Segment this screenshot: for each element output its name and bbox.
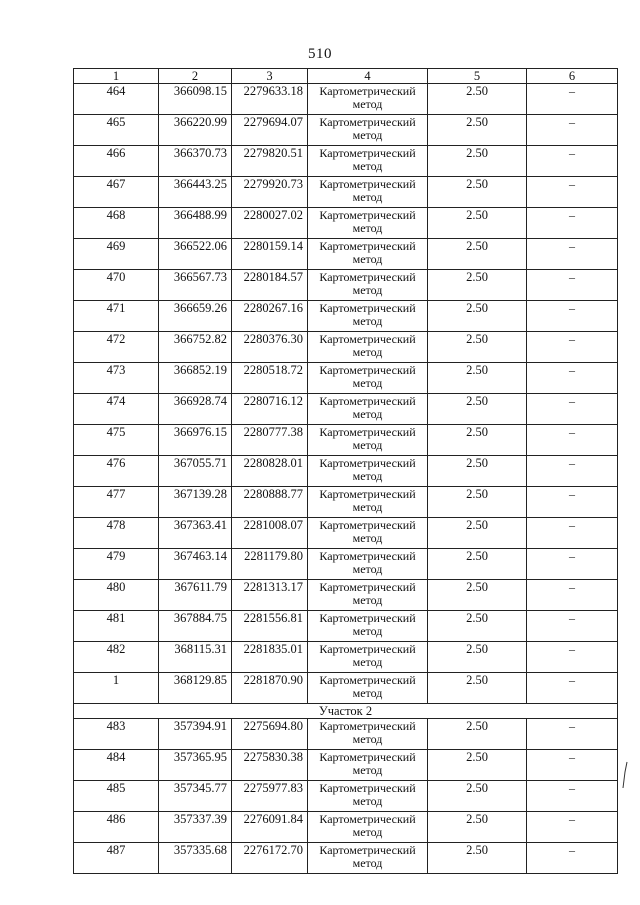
table-body [74, 69, 618, 874]
table-row [74, 518, 618, 549]
method-cell: Картометрический метод [308, 177, 428, 208]
y-coordinate-cell: 2281835.01 [232, 642, 308, 673]
point-number-cell: 475 [74, 425, 159, 456]
method-cell: Картометрический метод [308, 642, 428, 673]
x-coordinate-cell: 366370.73 [159, 146, 232, 177]
accuracy-cell: 2.50 [428, 332, 527, 363]
y-coordinate-cell: 2275830.38 [232, 750, 308, 781]
point-number-cell: 484 [74, 750, 159, 781]
x-coordinate-cell: 366752.82 [159, 332, 232, 363]
accuracy-cell: 2.50 [428, 177, 527, 208]
note-cell: – [527, 750, 618, 781]
table-row [74, 301, 618, 332]
y-coordinate-cell: 2280518.72 [232, 363, 308, 394]
note-cell: – [527, 580, 618, 611]
y-coordinate-cell: 2279920.73 [232, 177, 308, 208]
method-cell: Картометрический метод [308, 425, 428, 456]
table-row [74, 549, 618, 580]
column-header: 6 [527, 69, 618, 84]
y-coordinate-cell: 2280159.14 [232, 239, 308, 270]
accuracy-cell: 2.50 [428, 425, 527, 456]
accuracy-cell: 2.50 [428, 518, 527, 549]
table-row [74, 673, 618, 704]
x-coordinate-cell: 368129.85 [159, 673, 232, 704]
table-row [74, 84, 618, 115]
x-coordinate-cell: 366443.25 [159, 177, 232, 208]
note-cell: – [527, 270, 618, 301]
x-coordinate-cell: 367139.28 [159, 487, 232, 518]
accuracy-cell: 2.50 [428, 611, 527, 642]
y-coordinate-cell: 2279694.07 [232, 115, 308, 146]
method-cell: Картометрический метод [308, 580, 428, 611]
y-coordinate-cell: 2275694.80 [232, 719, 308, 750]
column-header: 4 [308, 69, 428, 84]
note-cell: – [527, 719, 618, 750]
table-row [74, 719, 618, 750]
method-cell: Картометрический метод [308, 239, 428, 270]
page-number: 510 [308, 46, 332, 62]
method-cell: Картометрический метод [308, 719, 428, 750]
note-cell: – [527, 239, 618, 270]
point-number-cell: 471 [74, 301, 159, 332]
note-cell: – [527, 115, 618, 146]
note-cell: – [527, 843, 618, 874]
accuracy-cell: 2.50 [428, 456, 527, 487]
accuracy-cell: 2.50 [428, 750, 527, 781]
y-coordinate-cell: 2276091.84 [232, 812, 308, 843]
method-cell: Картометрический метод [308, 487, 428, 518]
x-coordinate-cell: 367055.71 [159, 456, 232, 487]
point-number-cell: 472 [74, 332, 159, 363]
method-cell: Картометрический метод [308, 549, 428, 580]
x-coordinate-cell: 366976.15 [159, 425, 232, 456]
x-coordinate-cell: 366852.19 [159, 363, 232, 394]
note-cell: – [527, 673, 618, 704]
point-number-cell: 476 [74, 456, 159, 487]
accuracy-cell: 2.50 [428, 115, 527, 146]
note-cell: – [527, 642, 618, 673]
note-cell: – [527, 611, 618, 642]
accuracy-cell: 2.50 [428, 146, 527, 177]
accuracy-cell: 2.50 [428, 487, 527, 518]
margin-pen-mark [620, 760, 630, 790]
method-cell: Картометрический метод [308, 781, 428, 812]
column-header: 5 [428, 69, 527, 84]
point-number-cell: 469 [74, 239, 159, 270]
table-row [74, 750, 618, 781]
method-cell: Картометрический метод [308, 115, 428, 146]
x-coordinate-cell: 366522.06 [159, 239, 232, 270]
table-row [74, 425, 618, 456]
table-row [74, 487, 618, 518]
method-cell: Картометрический метод [308, 208, 428, 239]
point-number-cell: 483 [74, 719, 159, 750]
table-row [74, 332, 618, 363]
x-coordinate-cell: 357335.68 [159, 843, 232, 874]
method-cell: Картометрический метод [308, 518, 428, 549]
y-coordinate-cell: 2280777.38 [232, 425, 308, 456]
table-row [74, 177, 618, 208]
method-cell: Картометрический метод [308, 611, 428, 642]
method-cell: Картометрический метод [308, 363, 428, 394]
table-row [74, 208, 618, 239]
table-header-row [74, 69, 618, 84]
note-cell: – [527, 332, 618, 363]
table-row [74, 580, 618, 611]
coordinates-table [73, 68, 618, 874]
note-cell: – [527, 301, 618, 332]
accuracy-cell: 2.50 [428, 719, 527, 750]
y-coordinate-cell: 2279633.18 [232, 84, 308, 115]
accuracy-cell: 2.50 [428, 642, 527, 673]
point-number-cell: 487 [74, 843, 159, 874]
table-row [74, 146, 618, 177]
table-row [74, 812, 618, 843]
table-row [74, 611, 618, 642]
point-number-cell: 485 [74, 781, 159, 812]
note-cell: – [527, 518, 618, 549]
point-number-cell: 468 [74, 208, 159, 239]
y-coordinate-cell: 2281179.80 [232, 549, 308, 580]
y-coordinate-cell: 2281008.07 [232, 518, 308, 549]
y-coordinate-cell: 2279820.51 [232, 146, 308, 177]
accuracy-cell: 2.50 [428, 363, 527, 394]
table-row [74, 843, 618, 874]
y-coordinate-cell: 2280716.12 [232, 394, 308, 425]
point-number-cell: 465 [74, 115, 159, 146]
accuracy-cell: 2.50 [428, 301, 527, 332]
note-cell: – [527, 208, 618, 239]
point-number-cell: 479 [74, 549, 159, 580]
y-coordinate-cell: 2280267.16 [232, 301, 308, 332]
point-number-cell: 474 [74, 394, 159, 425]
column-header: 1 [74, 69, 159, 84]
method-cell: Картометрический метод [308, 750, 428, 781]
accuracy-cell: 2.50 [428, 580, 527, 611]
point-number-cell: 467 [74, 177, 159, 208]
accuracy-cell: 2.50 [428, 812, 527, 843]
method-cell: Картометрический метод [308, 456, 428, 487]
x-coordinate-cell: 367611.79 [159, 580, 232, 611]
table-row [74, 239, 618, 270]
table-row [74, 456, 618, 487]
note-cell: – [527, 425, 618, 456]
table-row [74, 363, 618, 394]
x-coordinate-cell: 366220.99 [159, 115, 232, 146]
accuracy-cell: 2.50 [428, 781, 527, 812]
accuracy-cell: 2.50 [428, 239, 527, 270]
table-row [74, 781, 618, 812]
point-number-cell: 482 [74, 642, 159, 673]
point-number-cell: 464 [74, 84, 159, 115]
method-cell: Картометрический метод [308, 84, 428, 115]
y-coordinate-cell: 2280828.01 [232, 456, 308, 487]
y-coordinate-cell: 2275977.83 [232, 781, 308, 812]
accuracy-cell: 2.50 [428, 270, 527, 301]
accuracy-cell: 2.50 [428, 549, 527, 580]
column-header: 3 [232, 69, 308, 84]
table-row [74, 394, 618, 425]
y-coordinate-cell: 2281313.17 [232, 580, 308, 611]
accuracy-cell: 2.50 [428, 394, 527, 425]
method-cell: Картометрический метод [308, 270, 428, 301]
y-coordinate-cell: 2281870.90 [232, 673, 308, 704]
table-row [74, 115, 618, 146]
method-cell: Картометрический метод [308, 394, 428, 425]
x-coordinate-cell: 366488.99 [159, 208, 232, 239]
method-cell: Картометрический метод [308, 146, 428, 177]
method-cell: Картометрический метод [308, 673, 428, 704]
point-number-cell: 477 [74, 487, 159, 518]
note-cell: – [527, 177, 618, 208]
note-cell: – [527, 487, 618, 518]
note-cell: – [527, 146, 618, 177]
point-number-cell: 481 [74, 611, 159, 642]
method-cell: Картометрический метод [308, 301, 428, 332]
x-coordinate-cell: 367463.14 [159, 549, 232, 580]
note-cell: – [527, 812, 618, 843]
point-number-cell: 486 [74, 812, 159, 843]
accuracy-cell: 2.50 [428, 208, 527, 239]
y-coordinate-cell: 2281556.81 [232, 611, 308, 642]
y-coordinate-cell: 2280027.02 [232, 208, 308, 239]
x-coordinate-cell: 367884.75 [159, 611, 232, 642]
note-cell: – [527, 363, 618, 394]
section-title: Участок 2 [74, 704, 618, 719]
x-coordinate-cell: 366928.74 [159, 394, 232, 425]
point-number-cell: 480 [74, 580, 159, 611]
accuracy-cell: 2.50 [428, 843, 527, 874]
x-coordinate-cell: 357394.91 [159, 719, 232, 750]
point-number-cell: 470 [74, 270, 159, 301]
method-cell: Картометрический метод [308, 812, 428, 843]
point-number-cell: 473 [74, 363, 159, 394]
section-row [74, 704, 618, 719]
note-cell: – [527, 549, 618, 580]
point-number-cell: 466 [74, 146, 159, 177]
note-cell: – [527, 84, 618, 115]
x-coordinate-cell: 367363.41 [159, 518, 232, 549]
x-coordinate-cell: 366659.26 [159, 301, 232, 332]
point-number-cell: 478 [74, 518, 159, 549]
column-header: 2 [159, 69, 232, 84]
method-cell: Картометрический метод [308, 843, 428, 874]
y-coordinate-cell: 2280184.57 [232, 270, 308, 301]
x-coordinate-cell: 366567.73 [159, 270, 232, 301]
y-coordinate-cell: 2280888.77 [232, 487, 308, 518]
x-coordinate-cell: 357337.39 [159, 812, 232, 843]
note-cell: – [527, 456, 618, 487]
point-number-cell: 1 [74, 673, 159, 704]
accuracy-cell: 2.50 [428, 84, 527, 115]
x-coordinate-cell: 357365.95 [159, 750, 232, 781]
accuracy-cell: 2.50 [428, 673, 527, 704]
x-coordinate-cell: 368115.31 [159, 642, 232, 673]
y-coordinate-cell: 2276172.70 [232, 843, 308, 874]
table-row [74, 270, 618, 301]
x-coordinate-cell: 357345.77 [159, 781, 232, 812]
note-cell: – [527, 781, 618, 812]
method-cell: Картометрический метод [308, 332, 428, 363]
note-cell: – [527, 394, 618, 425]
table-row [74, 642, 618, 673]
x-coordinate-cell: 366098.15 [159, 84, 232, 115]
y-coordinate-cell: 2280376.30 [232, 332, 308, 363]
